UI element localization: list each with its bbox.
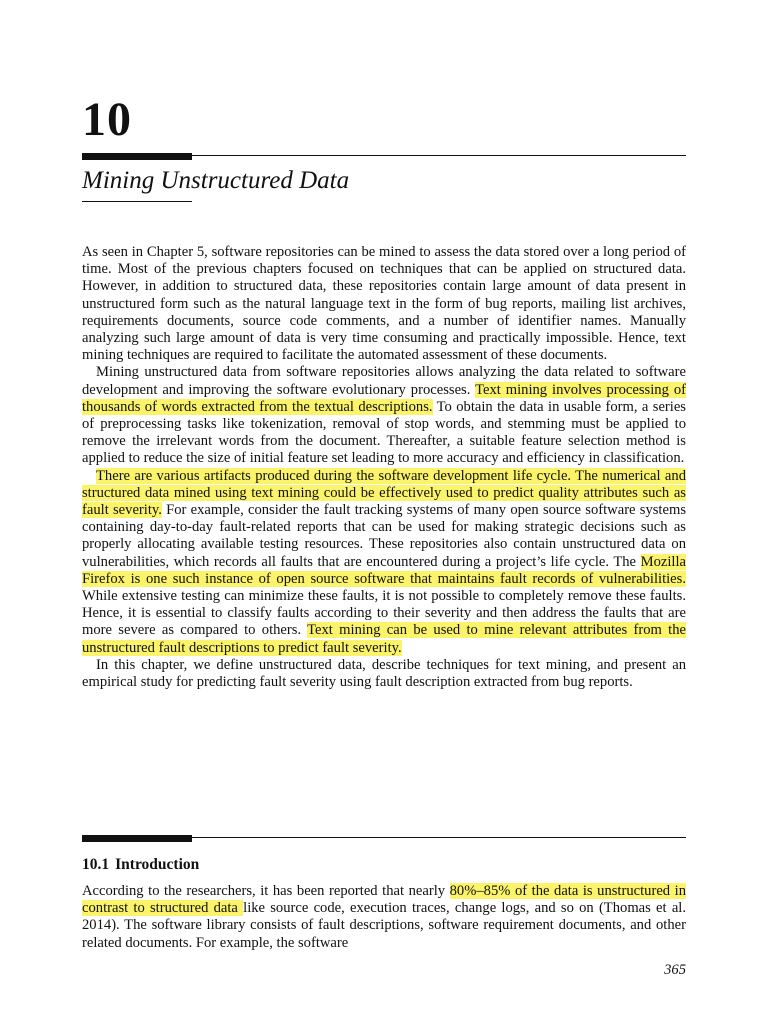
- highlight-mozilla: Mozilla Firefox is one such instance of open source software that maintains fault records of vulnerabilities.: [82, 553, 686, 587]
- section-rule-thick: [82, 835, 192, 842]
- section-heading: [82, 856, 199, 875]
- paragraph-3-text-b: While extensive testing can minimize these faults, it is not possible to completely remove these faults. Hence, it is essential to classify faults according to their severity and then address the faults that are more severe as compared to others.: [82, 588, 686, 639]
- highlight-text-mining: Text mining involves processing of thousands of words extracted from the textual descriptions.: [82, 381, 686, 415]
- paragraph-2-text-b: To obtain the data in usable form, a series of preprocessing tasks like tokenization, removal of stop words, and stemming must be applied to remove the irrelevant words from the document. Thereafter, a suitable feature selection method is applied to reduce the size of initial feature set leading to more accuracy and efficiency in classification.: [82, 398, 686, 467]
- section-paragraph-1: [82, 883, 686, 952]
- section-number: 10.1: [82, 856, 110, 873]
- highlight-artifacts: There are various artifacts produced during the software development life cycle. The numerical and structured data mined using text mining could be effectively used to predict quality attributes such as fault severity.: [82, 467, 686, 519]
- chapter-title: Mining Unstructured Data: [82, 167, 350, 194]
- page-number: 365: [664, 962, 686, 978]
- section-text-a: According to the researchers, it has been reported that nearly: [82, 883, 450, 899]
- highlight-unstructured-share: 80%–85% of the data is unstructured in contrast to structured data: [82, 883, 686, 917]
- chapter-rule-thick: [82, 153, 192, 160]
- chapter-intro: [82, 244, 686, 691]
- section-body: [82, 883, 686, 952]
- paragraph-1: As seen in Chapter 5, software repositories can be mined to assess the data stored over a long period of time. Most of the previous chapters focused on techniques that can be applied on structured data. However, in addition to structured data, these repositories contain large amount of data present in unstructured form such as the natural language text in the form of bug reports, mailing list archives, requirements documents, source code comments, and a number of identifier names. Manually analyzing such large amount of data is very time consuming and practically impossible. Hence, text mining techniques are required to facilitate the automated assessment of these documents.: [82, 244, 686, 364]
- title-underline: [82, 201, 192, 202]
- paragraph-3-text-a: For example, consider the fault tracking systems of many open source software systems containing day-to-day fault-related reports that can be used for making strategic decisions such as properly allocating available testing resources. These repositories also contain unstructured data on vulnerabilities, which records all faults that are encountered during a project’s life cycle. The: [82, 502, 686, 570]
- paragraph-4: In this chapter, we define unstructured data, describe techniques for text mining, and present an empirical study for predicting fault severity using fault description extracted from bug reports.: [82, 656, 686, 691]
- paragraph-2-text-a: Mining unstructured data from software repositories allows analyzing the data related to software development and improving the software evolutionary processes.: [82, 364, 686, 398]
- paragraph-2: [82, 364, 686, 467]
- highlight-fault-severity: Text mining can be used to mine relevant attributes from the unstructured fault descriptions to predict fault severity.: [82, 622, 686, 656]
- section-text-b: like source code, execution traces, change logs, and so on (Thomas et al. 2014). The software library consists of fault descriptions, software requirement documents, and other related documents. For example, the software: [82, 900, 686, 951]
- section-title: Introduction: [115, 856, 200, 873]
- paragraph-3: [82, 468, 686, 657]
- chapter-number: 10: [82, 93, 132, 146]
